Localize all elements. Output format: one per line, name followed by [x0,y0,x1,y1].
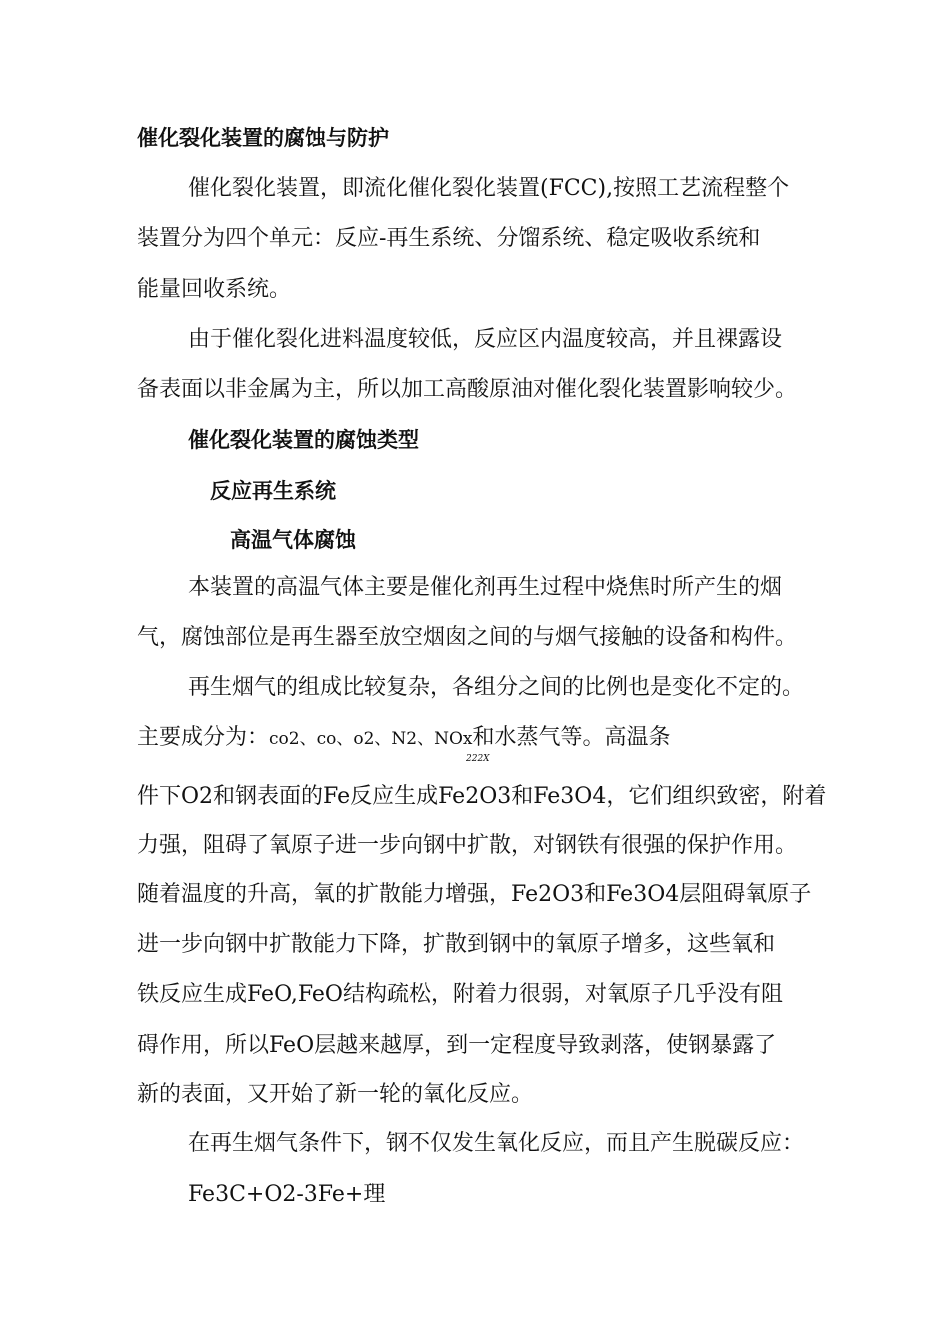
paragraph-line: 装置分为四个单元：反应-再生系统、分馏系统、稳定吸收系统和 [137,226,761,251]
paragraph-line: 件下O2和钢表面的Fe反应生成Fe2O3和Fe3O4，它们组织致密，附着 [137,784,827,809]
doc-title: 催化裂化装置的腐蚀与防护 [137,126,389,150]
paragraph-line: 力强，阻碍了氧原子进一步向钢中扩散，对钢铁有很强的保护作用。 [137,833,798,858]
paragraph-line: 再生烟气的组成比较复杂，各组分之间的比例也是变化不定的。 [188,675,805,700]
paragraph-line: 气，腐蚀部位是再生器至放空烟囱之间的与烟气接触的设备和构件。 [137,625,798,650]
text-span: 和水蒸气等。高温条 [472,725,671,750]
paragraph-line: 铁反应生成FeO,FeO结构疏松，附着力很弱，对氧原子几乎没有阻 [137,982,783,1007]
paragraph-line: 能量回收系统。 [137,277,292,302]
subsubsection-heading: 高温气体腐蚀 [230,528,356,552]
text-span: 主要成分为： [137,725,270,750]
section-heading: 催化裂化装置的腐蚀类型 [188,428,419,452]
paragraph-line: 催化裂化装置，即流化催化裂化装置(FCC),按照工艺流程整个 [188,176,790,201]
paragraph-line [137,723,671,754]
paragraph-line: 备表面以非金属为主，所以加工高酸原油对催化裂化装置影响较少。 [137,377,798,402]
formula-line: Fe3C+O2-3Fe+理 [188,1182,386,1207]
chem-formula-list: co2、co、o2、N2、NOx [269,729,473,749]
footnote-mark: 222X [466,754,490,764]
subsection-heading: 反应再生系统 [210,479,336,503]
paragraph-line: 由于催化裂化进料温度较低，反应区内温度较高，并且裸露设 [188,327,783,352]
paragraph-line: 本装置的高温气体主要是催化剂再生过程中烧焦时所产生的烟 [188,575,783,600]
paragraph-line: 碍作用，所以FeO层越来越厚，到一定程度导致剥落，使钢暴露了 [137,1033,777,1058]
paragraph-line: 随着温度的升高，氧的扩散能力增强，Fe2O3和Fe3O4层阻碍氧原子 [137,882,812,907]
paragraph-line: 新的表面，又开始了新一轮的氧化反应。 [137,1082,534,1107]
paragraph-line: 在再生烟气条件下，钢不仅发生氧化反应，而且产生脱碳反应： [188,1131,805,1156]
paragraph-line: 进一步向钢中扩散能力下降，扩散到钢中的氧原子增多，这些氧和 [137,932,776,957]
